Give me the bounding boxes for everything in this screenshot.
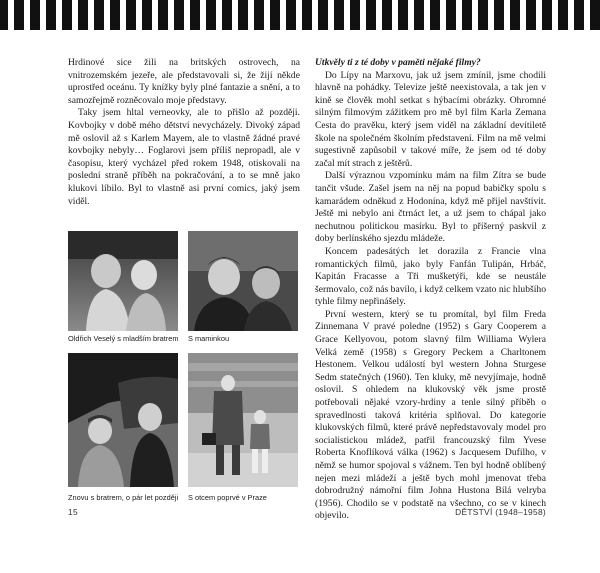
page-number: 15 [68, 507, 78, 517]
photo-with-brother-car [68, 353, 178, 487]
paragraph: První western, který se tu promítal, byl film Freda Zinnemana V pravé poledne (1952) s Gary Cooperem a Grace Kellyovou, potom slavný film Williama Wylera Velká země (1958) s Gregory Peckem a Charltonem Hestonem. Velkou událostí byl western Johna Sturgese Sedm statečných (1960). Ten kluky, mě nevyjímaje, hodně oslovil. S ohledem na klukovský věk jsme prostě potřebovali nějaké vzory-hrdiny a tenle silný příběh o spravedlnosti taková kritéria splňoval. Do kategorie klukovských filmů, které právě nepředstavovaly model pro socialistickou mládež, patřil francouzský film Yvese Roberta Knoflíková válka (1962) s Jacquesem Dufilho, v němž se humor spojoval s vážnem. Ten byl hodně oblíbený nejen mezi mládeží a ještě bych mohl jmenovat třeba dobrodružný námořní film Johna Hustona Bílá velryba (1956). Chodilo se v podstatě na všechno, co se v kinech objevilo. [315, 308, 546, 522]
photo-caption: S otcem poprvé v Praze [188, 493, 267, 502]
photo-with-mother [188, 231, 298, 331]
paragraph: Další výraznou vzpomínku mám na film Zítra se bude tančit všude. Zašel jsem na něj na popud babičky spolu s kamarádem odněkud z Hodonína, když mě přijel navštívit. Ještě mi nebylo ani čtrnáct let, a už jsem to chápal jako nechutnou politickou masírku. Byl to příšerný paskvil z doby berlínského sjezdu mládeže. [315, 170, 546, 245]
photo-boy-with-brother [68, 231, 178, 331]
photo-caption: Znovu s bratrem, o pár let později [68, 493, 179, 502]
paragraph: Hrdinové sice žili na britských ostrovech, na vnitrozemském jezeře, ale představovali si, že žijí někde uprostřed oceánu. Ty knížky byly plné fantazie a snění, a to samozřejmě rozněcovalo moje představy. [68, 57, 300, 106]
paragraph: Do Lípy na Marxovu, jak už jsem zmínil, jsme chodili hlavně na pohádky. Televize ještě neexistovala, a tak jen v kině se člověk mohl setkat s hýbacími obrázky. Ohromné silným filmovým zážitkem pro mě byl film Karla Zemana Cesta do pravěku, který jsem viděl na základní devítiletě škole na společném školním představení. Film na mě velmi sugestivně zapůsobil v takové míře, že jsem od té doby začal mít strach z ještěrů. [315, 69, 546, 169]
running-head: DĚTSTVÍ (1948–1958) [455, 507, 546, 517]
photo-caption: Oldřich Veselý s mladším bratrem [68, 334, 179, 343]
photo-caption: S maminkou [188, 334, 230, 343]
right-text-column [315, 57, 546, 523]
interview-question: Utkvěly ti z té doby v paměti nějaké filmy? [315, 57, 481, 68]
film-strip-decoration [0, 0, 600, 30]
paragraph: Koncem padesátých let dorazila z Francie vlna romantických filmů, jako byly Fanfán Tulipán, Hrbáč, Kapitán Fracasse a Tři mušketýři, kde se neustále šermovalo, což nás bavilo, i když celkem vzato nic hlubšího tyhle filmy nepřinášely. [315, 245, 546, 308]
photo-with-father-prague [188, 353, 298, 487]
paragraph: Taky jsem hltal verneovky, ale to přišlo až později. Kovbojky v době mého dětství nevycházely. Divoký západ mě oslovil až s Karlem Mayem, ale to vlastně žádné pravé kovbojky nebyly… Foglarovi jsem příliš nepropadl, ale v časopisu, který vycházel před rokem 1948, otiskovali na poslední straně příběh na pokračování, a to se mně jako klukovi líbilo. Byl to vlastně asi první comics, jaký jsem viděl. [68, 107, 300, 207]
left-text-column [68, 57, 300, 208]
